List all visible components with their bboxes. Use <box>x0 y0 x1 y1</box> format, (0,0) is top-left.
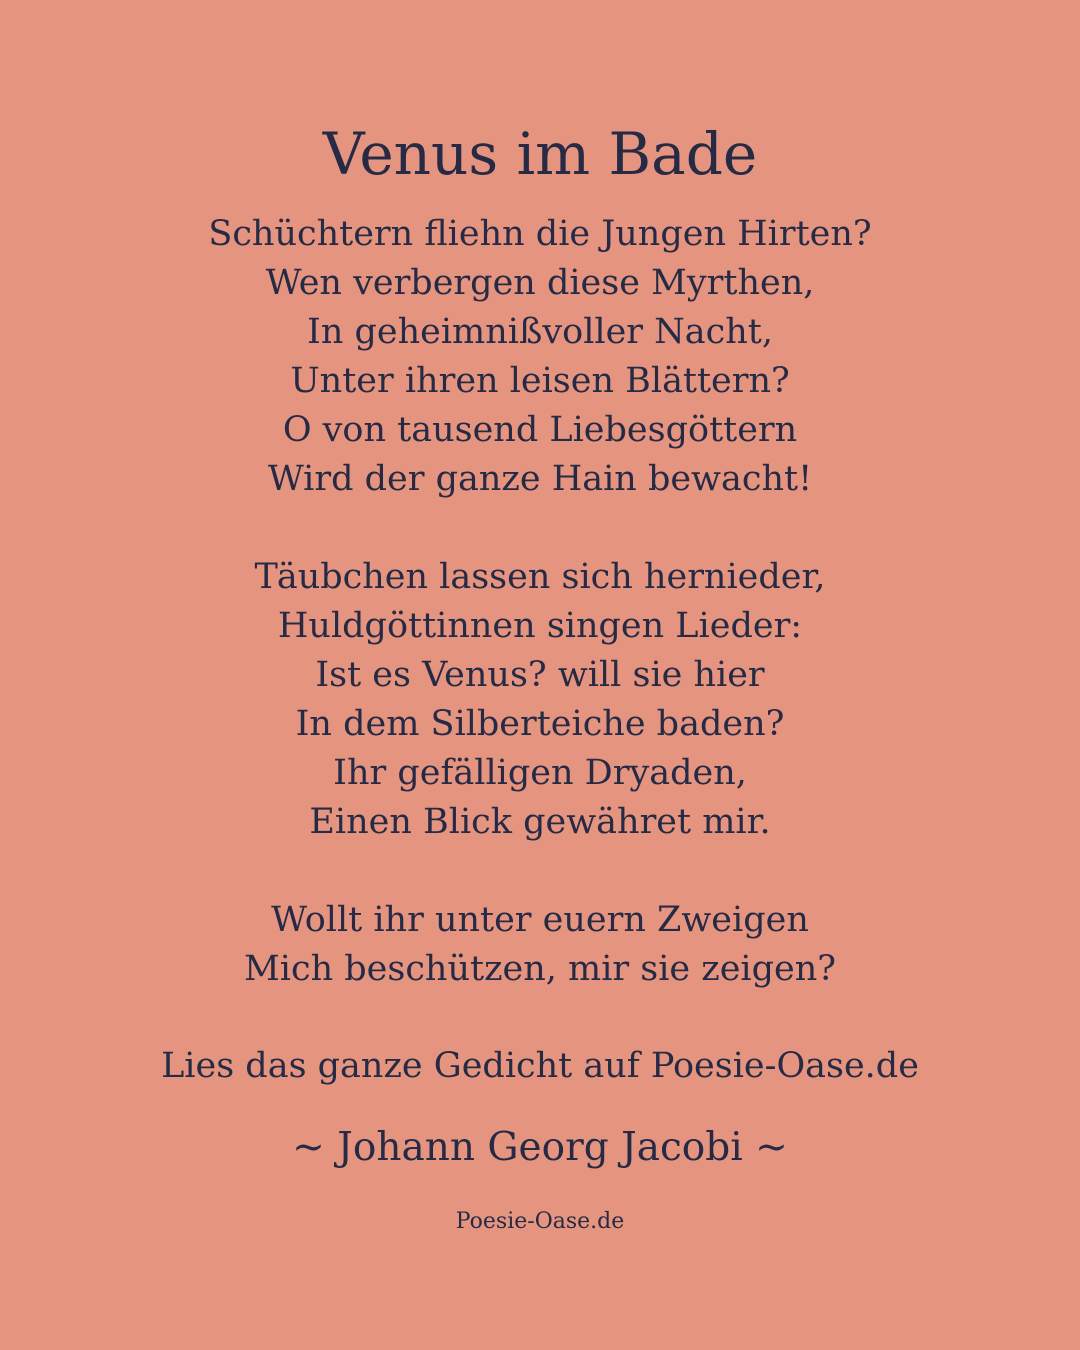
poem-line: Einen Blick gewähret mir. <box>309 802 771 842</box>
stanza-1 <box>0 210 1080 504</box>
poem-body <box>0 210 1080 1043</box>
poem-line: Ist es Venus? will sie hier <box>315 655 765 695</box>
read-full-poem-text: Lies das ganze Gedicht auf Poesie-Oase.de <box>161 1046 919 1086</box>
poem-line: Ihr gefälligen Dryaden, <box>333 753 747 793</box>
poem-author: ~ Johann Georg Jacobi ~ <box>292 1125 788 1170</box>
poem-line: Wen verbergen diese Myrthen, <box>265 263 815 303</box>
poem-line: In dem Silberteiche baden? <box>295 704 785 744</box>
poem-line: In geheimnißvoller Nacht, <box>307 312 773 352</box>
site-footer: Poesie-Oase.de <box>455 1209 625 1234</box>
stanza-2 <box>0 553 1080 847</box>
poem-title: Venus im Bade <box>322 120 758 188</box>
poem-line: Huldgöttinnen singen Lieder: <box>277 606 803 646</box>
poem-line: Schüchtern fliehn die Jungen Hirten? <box>208 214 872 254</box>
poem-line: Täubchen lassen sich hernieder, <box>254 557 826 597</box>
poem-line: Wird der ganze Hain bewacht! <box>267 459 813 499</box>
stanza-3 <box>0 896 1080 994</box>
poem-line: Mich beschützen, mir sie zeigen? <box>243 949 837 989</box>
poem-line: Unter ihren leisen Blättern? <box>290 361 790 401</box>
poem-line: O von tausend Liebesgöttern <box>282 410 798 450</box>
poem-line: Wollt ihr unter euern Zweigen <box>271 900 809 940</box>
